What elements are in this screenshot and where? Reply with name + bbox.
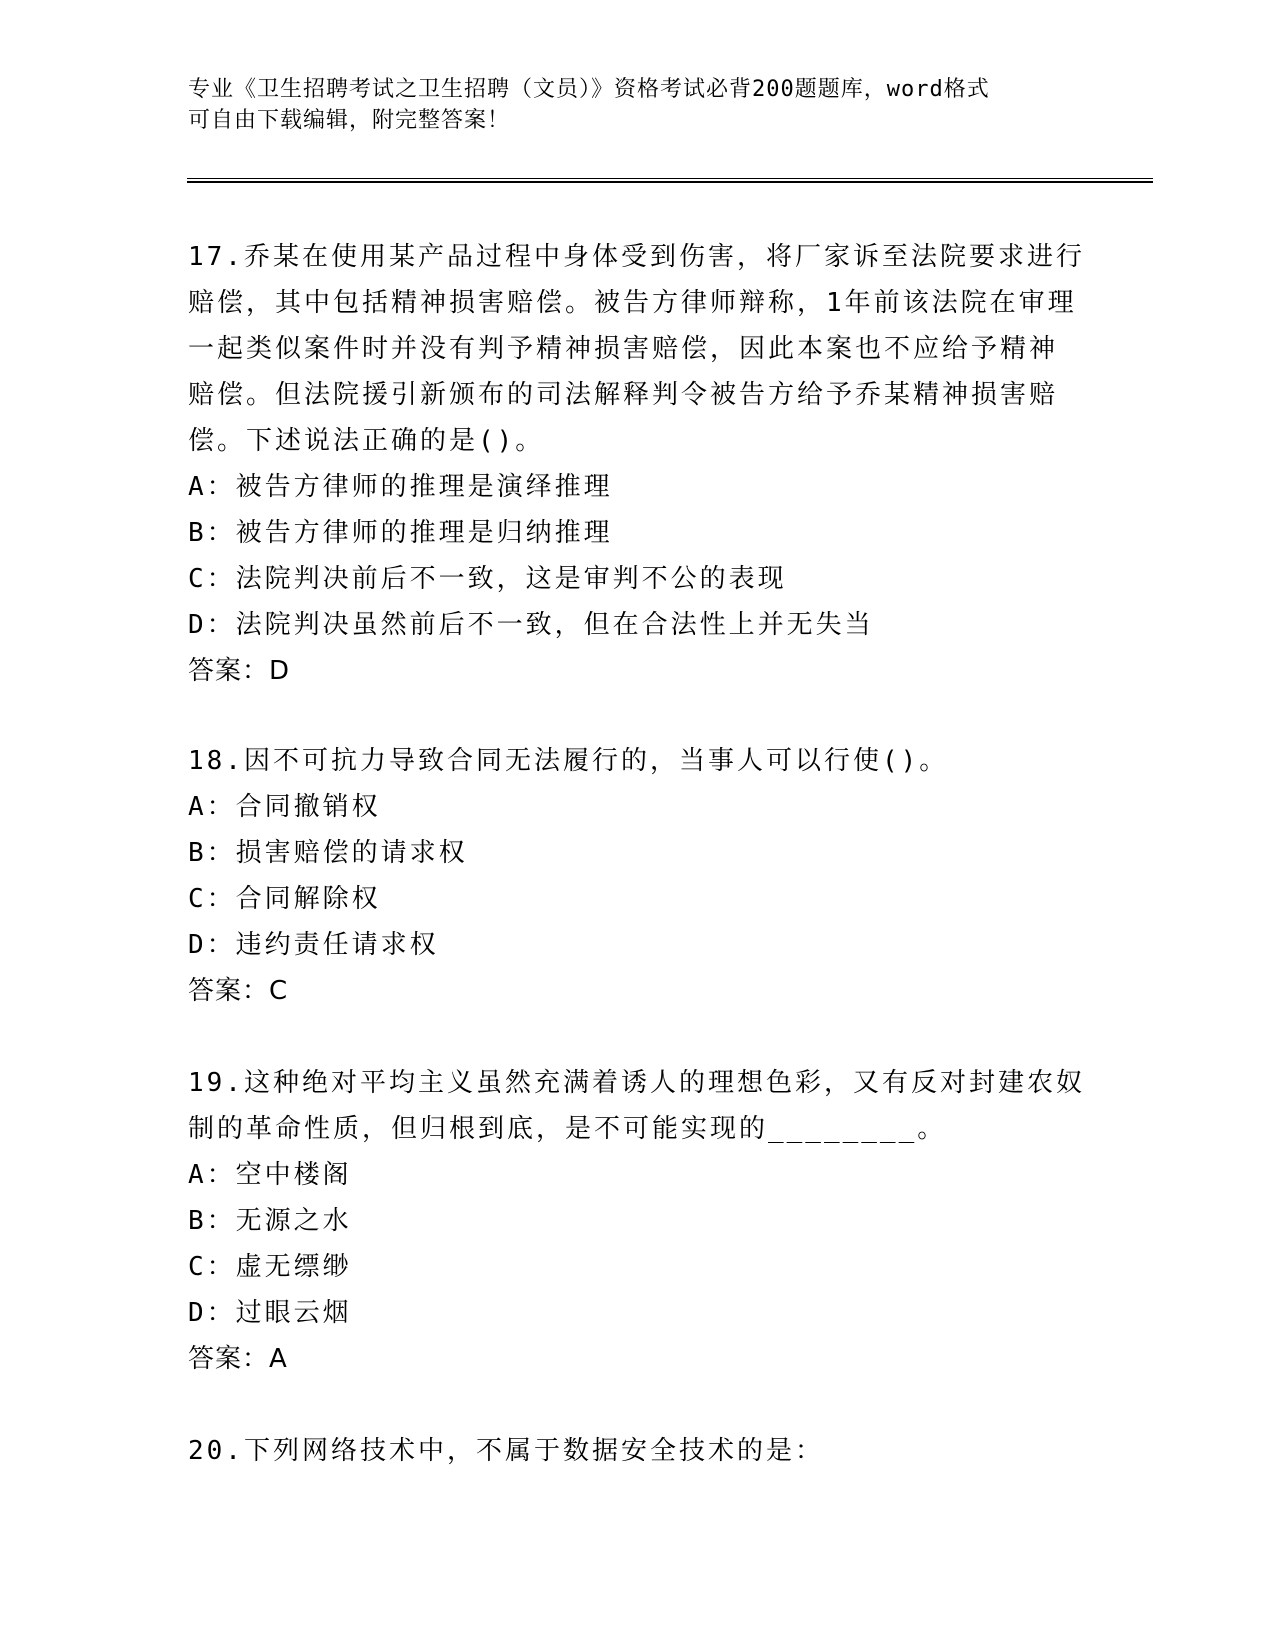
option-a: A：空中楼阁 (188, 1160, 352, 1190)
stem-line: 一起类似案件时并没有判予精神损害赔偿，因此本案也不应给予精神 (188, 334, 1059, 364)
header-divider-thick (187, 181, 1153, 183)
answer-line: 答案：D (188, 656, 291, 686)
option-d: D：违约责任请求权 (188, 930, 439, 960)
question-stem (188, 738, 1088, 784)
option-d: D：法院判决虽然前后不一致，但在合法性上并无失当 (188, 610, 874, 640)
stem-line: 20.下列网络技术中，不属于数据安全技术的是： (188, 1436, 824, 1466)
stem-line: 赔偿。但法院援引新颁布的司法解释判令被告方给予乔某精神损害赔 (188, 380, 1059, 410)
header-divider-thin (187, 178, 1153, 179)
stem-line: 赔偿，其中包括精神损害赔偿。被告方律师辩称，1年前该法院在审理 (188, 288, 1077, 318)
header-line-2: 可自由下载编辑，附完整答案！ (188, 108, 511, 133)
option-c: C：合同解除权 (188, 884, 381, 914)
answer-line: 答案：A (188, 1344, 288, 1374)
header-line-1: 专业《卫生招聘考试之卫生招聘（文员）》资格考试必背200题题库，word格式 (188, 77, 990, 102)
stem-line: 17.乔某在使用某产品过程中身体受到伤害，将厂家诉至法院要求进行 (188, 242, 1085, 272)
option-c: C：虚无缥缈 (188, 1252, 352, 1282)
option-b: B：被告方律师的推理是归纳推理 (188, 518, 613, 548)
option-a: A：被告方律师的推理是演绎推理 (188, 472, 613, 502)
question-stem (188, 1428, 1088, 1474)
stem-line: 19.这种绝对平均主义虽然充满着诱人的理想色彩，又有反对封建农奴 (188, 1068, 1085, 1098)
option-c: C：法院判决前后不一致，这是审判不公的表现 (188, 564, 787, 594)
question-20 (188, 1428, 1088, 1474)
question-17 (188, 234, 1088, 694)
question-stem (188, 234, 1088, 464)
stem-line: 偿。下述说法正确的是()。 (188, 426, 545, 456)
option-b: B：损害赔偿的请求权 (188, 838, 468, 868)
option-a: A：合同撤销权 (188, 792, 381, 822)
spacer (188, 1014, 1088, 1060)
answer-line: 答案：C (188, 976, 289, 1006)
spacer (188, 694, 1088, 738)
option-d: D：过眼云烟 (188, 1298, 352, 1328)
spacer (188, 1382, 1088, 1428)
stem-line: 18.因不可抗力导致合同无法履行的，当事人可以行使()。 (188, 746, 949, 776)
question-stem (188, 1060, 1088, 1152)
question-19 (188, 1060, 1088, 1382)
question-list (188, 234, 1088, 1474)
stem-line: 制的革命性质，但归根到底，是不可能实现的________。 (188, 1114, 947, 1144)
question-18 (188, 738, 1088, 1014)
document-header (188, 74, 1088, 136)
option-b: B：无源之水 (188, 1206, 352, 1236)
